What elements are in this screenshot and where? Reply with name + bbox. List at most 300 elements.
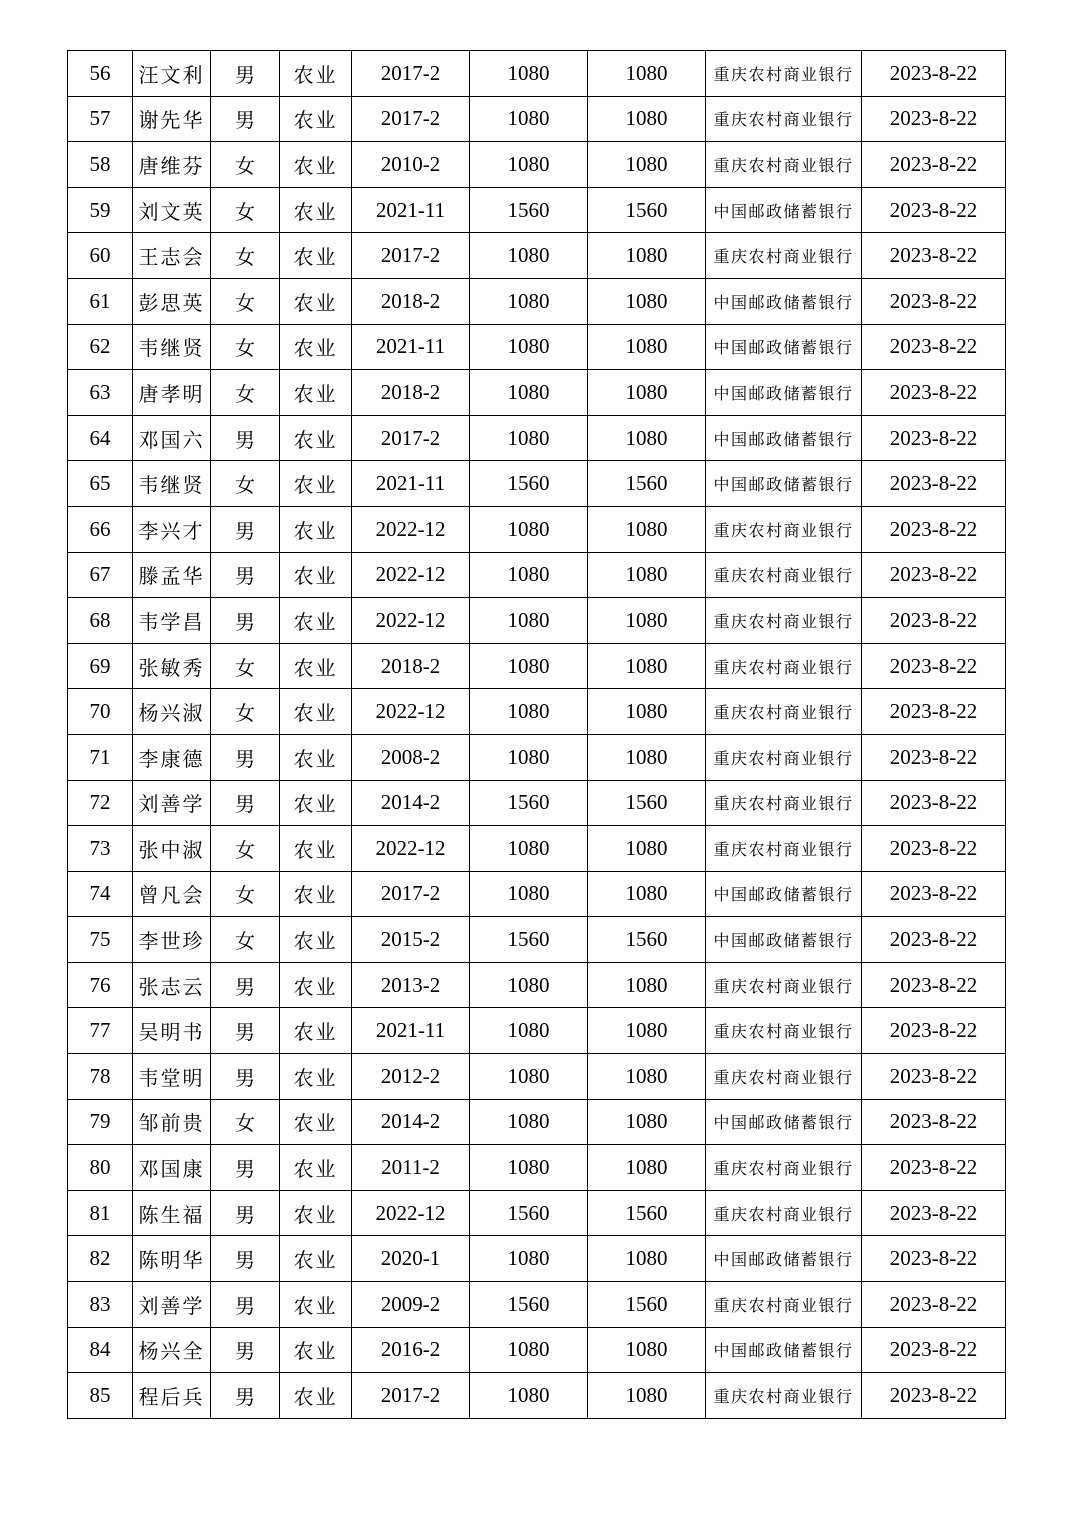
gender-cell: 男 <box>211 415 280 461</box>
row-number-cell: 84 <box>68 1327 133 1373</box>
table-row <box>68 1190 1006 1236</box>
start-date-cell: 2017-2 <box>352 233 470 279</box>
name-cell: 李世珍 <box>133 917 211 963</box>
gender-cell: 女 <box>211 871 280 917</box>
amount-cell: 1080 <box>470 552 588 598</box>
gender-cell: 男 <box>211 1008 280 1054</box>
row-number-cell: 80 <box>68 1145 133 1191</box>
start-date-cell: 2022-12 <box>352 1190 470 1236</box>
start-date-cell: 2021-11 <box>352 461 470 507</box>
bank-cell: 中国邮政储蓄银行 <box>706 1327 862 1373</box>
payment-date-cell: 2023-8-22 <box>862 278 1006 324</box>
name-cell: 刘善学 <box>133 1282 211 1328</box>
bank-cell: 重庆农村商业银行 <box>706 689 862 735</box>
payment-date-cell: 2023-8-22 <box>862 917 1006 963</box>
industry-cell: 农业 <box>280 142 352 188</box>
paid-amount-cell: 1080 <box>588 1236 706 1282</box>
table-row <box>68 1145 1006 1191</box>
paid-amount-cell: 1080 <box>588 51 706 97</box>
gender-cell: 男 <box>211 962 280 1008</box>
row-number-cell: 83 <box>68 1282 133 1328</box>
paid-amount-cell: 1560 <box>588 917 706 963</box>
paid-amount-cell: 1080 <box>588 826 706 872</box>
name-cell: 邓国六 <box>133 415 211 461</box>
payment-date-cell: 2023-8-22 <box>862 598 1006 644</box>
payment-date-cell: 2023-8-22 <box>862 780 1006 826</box>
bank-cell: 重庆农村商业银行 <box>706 233 862 279</box>
row-number-cell: 60 <box>68 233 133 279</box>
row-number-cell: 56 <box>68 51 133 97</box>
row-number-cell: 78 <box>68 1054 133 1100</box>
bank-cell: 重庆农村商业银行 <box>706 1008 862 1054</box>
gender-cell: 女 <box>211 142 280 188</box>
name-cell: 王志会 <box>133 233 211 279</box>
paid-amount-cell: 1080 <box>588 1373 706 1419</box>
amount-cell: 1080 <box>470 324 588 370</box>
row-number-cell: 57 <box>68 96 133 142</box>
table-row <box>68 871 1006 917</box>
payment-date-cell: 2023-8-22 <box>862 96 1006 142</box>
gender-cell: 男 <box>211 1236 280 1282</box>
amount-cell: 1080 <box>470 643 588 689</box>
table-row <box>68 1282 1006 1328</box>
start-date-cell: 2016-2 <box>352 1327 470 1373</box>
amount-cell: 1080 <box>470 278 588 324</box>
name-cell: 吴明书 <box>133 1008 211 1054</box>
payment-table <box>67 50 1006 1419</box>
amount-cell: 1560 <box>470 1282 588 1328</box>
gender-cell: 男 <box>211 1327 280 1373</box>
amount-cell: 1560 <box>470 917 588 963</box>
bank-cell: 重庆农村商业银行 <box>706 1282 862 1328</box>
gender-cell: 男 <box>211 96 280 142</box>
table-row <box>68 1327 1006 1373</box>
paid-amount-cell: 1560 <box>588 780 706 826</box>
table-row <box>68 1008 1006 1054</box>
gender-cell: 男 <box>211 1054 280 1100</box>
gender-cell: 女 <box>211 917 280 963</box>
paid-amount-cell: 1080 <box>588 415 706 461</box>
name-cell: 杨兴淑 <box>133 689 211 735</box>
name-cell: 韦继贤 <box>133 324 211 370</box>
industry-cell: 农业 <box>280 917 352 963</box>
gender-cell: 男 <box>211 598 280 644</box>
industry-cell: 农业 <box>280 1282 352 1328</box>
table-row <box>68 1099 1006 1145</box>
payment-date-cell: 2023-8-22 <box>862 142 1006 188</box>
start-date-cell: 2017-2 <box>352 871 470 917</box>
start-date-cell: 2018-2 <box>352 370 470 416</box>
paid-amount-cell: 1080 <box>588 324 706 370</box>
start-date-cell: 2022-12 <box>352 552 470 598</box>
start-date-cell: 2017-2 <box>352 1373 470 1419</box>
table-row <box>68 370 1006 416</box>
row-number-cell: 70 <box>68 689 133 735</box>
amount-cell: 1080 <box>470 1373 588 1419</box>
row-number-cell: 67 <box>68 552 133 598</box>
bank-cell: 重庆农村商业银行 <box>706 1373 862 1419</box>
payment-date-cell: 2023-8-22 <box>862 233 1006 279</box>
table-row <box>68 51 1006 97</box>
table-row <box>68 1373 1006 1419</box>
paid-amount-cell: 1080 <box>588 689 706 735</box>
bank-cell: 中国邮政储蓄银行 <box>706 278 862 324</box>
industry-cell: 农业 <box>280 370 352 416</box>
row-number-cell: 71 <box>68 734 133 780</box>
amount-cell: 1080 <box>470 142 588 188</box>
bank-cell: 中国邮政储蓄银行 <box>706 917 862 963</box>
table-row <box>68 1054 1006 1100</box>
table-row <box>68 461 1006 507</box>
paid-amount-cell: 1080 <box>588 962 706 1008</box>
row-number-cell: 81 <box>68 1190 133 1236</box>
industry-cell: 农业 <box>280 780 352 826</box>
name-cell: 张敏秀 <box>133 643 211 689</box>
row-number-cell: 61 <box>68 278 133 324</box>
payment-date-cell: 2023-8-22 <box>862 871 1006 917</box>
payment-date-cell: 2023-8-22 <box>862 1373 1006 1419</box>
bank-cell: 重庆农村商业银行 <box>706 1190 862 1236</box>
bank-cell: 重庆农村商业银行 <box>706 51 862 97</box>
start-date-cell: 2008-2 <box>352 734 470 780</box>
start-date-cell: 2022-12 <box>352 826 470 872</box>
paid-amount-cell: 1080 <box>588 1008 706 1054</box>
start-date-cell: 2021-11 <box>352 1008 470 1054</box>
paid-amount-cell: 1080 <box>588 370 706 416</box>
row-number-cell: 59 <box>68 187 133 233</box>
payment-date-cell: 2023-8-22 <box>862 1327 1006 1373</box>
name-cell: 程后兵 <box>133 1373 211 1419</box>
row-number-cell: 74 <box>68 871 133 917</box>
bank-cell: 中国邮政储蓄银行 <box>706 187 862 233</box>
start-date-cell: 2018-2 <box>352 278 470 324</box>
industry-cell: 农业 <box>280 643 352 689</box>
row-number-cell: 72 <box>68 780 133 826</box>
gender-cell: 男 <box>211 506 280 552</box>
amount-cell: 1080 <box>470 1145 588 1191</box>
paid-amount-cell: 1080 <box>588 734 706 780</box>
table-row <box>68 506 1006 552</box>
industry-cell: 农业 <box>280 461 352 507</box>
paid-amount-cell: 1080 <box>588 506 706 552</box>
amount-cell: 1080 <box>470 734 588 780</box>
row-number-cell: 66 <box>68 506 133 552</box>
table-row <box>68 598 1006 644</box>
name-cell: 杨兴全 <box>133 1327 211 1373</box>
name-cell: 刘文英 <box>133 187 211 233</box>
payment-date-cell: 2023-8-22 <box>862 1236 1006 1282</box>
industry-cell: 农业 <box>280 415 352 461</box>
bank-cell: 中国邮政储蓄银行 <box>706 1236 862 1282</box>
paid-amount-cell: 1560 <box>588 461 706 507</box>
start-date-cell: 2015-2 <box>352 917 470 963</box>
amount-cell: 1080 <box>470 1236 588 1282</box>
start-date-cell: 2013-2 <box>352 962 470 1008</box>
amount-cell: 1080 <box>470 1327 588 1373</box>
gender-cell: 女 <box>211 370 280 416</box>
payment-date-cell: 2023-8-22 <box>862 734 1006 780</box>
name-cell: 唐孝明 <box>133 370 211 416</box>
bank-cell: 重庆农村商业银行 <box>706 598 862 644</box>
amount-cell: 1080 <box>470 96 588 142</box>
row-number-cell: 58 <box>68 142 133 188</box>
gender-cell: 女 <box>211 461 280 507</box>
gender-cell: 男 <box>211 51 280 97</box>
industry-cell: 农业 <box>280 187 352 233</box>
start-date-cell: 2021-11 <box>352 324 470 370</box>
bank-cell: 中国邮政储蓄银行 <box>706 461 862 507</box>
name-cell: 韦堂明 <box>133 1054 211 1100</box>
paid-amount-cell: 1080 <box>588 1054 706 1100</box>
row-number-cell: 69 <box>68 643 133 689</box>
name-cell: 谢先华 <box>133 96 211 142</box>
amount-cell: 1560 <box>470 461 588 507</box>
gender-cell: 女 <box>211 233 280 279</box>
paid-amount-cell: 1080 <box>588 598 706 644</box>
industry-cell: 农业 <box>280 1236 352 1282</box>
start-date-cell: 2009-2 <box>352 1282 470 1328</box>
paid-amount-cell: 1560 <box>588 1190 706 1236</box>
name-cell: 李兴才 <box>133 506 211 552</box>
amount-cell: 1080 <box>470 1054 588 1100</box>
bank-cell: 中国邮政储蓄银行 <box>706 324 862 370</box>
row-number-cell: 75 <box>68 917 133 963</box>
bank-cell: 重庆农村商业银行 <box>706 962 862 1008</box>
start-date-cell: 2017-2 <box>352 51 470 97</box>
table-row <box>68 826 1006 872</box>
gender-cell: 女 <box>211 689 280 735</box>
name-cell: 唐维芬 <box>133 142 211 188</box>
bank-cell: 重庆农村商业银行 <box>706 826 862 872</box>
industry-cell: 农业 <box>280 1327 352 1373</box>
industry-cell: 农业 <box>280 233 352 279</box>
row-number-cell: 64 <box>68 415 133 461</box>
industry-cell: 农业 <box>280 1190 352 1236</box>
bank-cell: 重庆农村商业银行 <box>706 780 862 826</box>
bank-cell: 重庆农村商业银行 <box>706 142 862 188</box>
gender-cell: 男 <box>211 1373 280 1419</box>
name-cell: 张志云 <box>133 962 211 1008</box>
payment-date-cell: 2023-8-22 <box>862 51 1006 97</box>
industry-cell: 农业 <box>280 962 352 1008</box>
industry-cell: 农业 <box>280 826 352 872</box>
name-cell: 陈明华 <box>133 1236 211 1282</box>
start-date-cell: 2012-2 <box>352 1054 470 1100</box>
gender-cell: 男 <box>211 1282 280 1328</box>
bank-cell: 中国邮政储蓄银行 <box>706 415 862 461</box>
amount-cell: 1080 <box>470 506 588 552</box>
row-number-cell: 76 <box>68 962 133 1008</box>
start-date-cell: 2017-2 <box>352 96 470 142</box>
gender-cell: 男 <box>211 1190 280 1236</box>
paid-amount-cell: 1080 <box>588 96 706 142</box>
start-date-cell: 2021-11 <box>352 187 470 233</box>
payment-date-cell: 2023-8-22 <box>862 643 1006 689</box>
row-number-cell: 73 <box>68 826 133 872</box>
table-row <box>68 324 1006 370</box>
table-body <box>68 51 1006 1419</box>
amount-cell: 1080 <box>470 51 588 97</box>
name-cell: 陈生福 <box>133 1190 211 1236</box>
amount-cell: 1080 <box>470 1099 588 1145</box>
name-cell: 李康德 <box>133 734 211 780</box>
row-number-cell: 79 <box>68 1099 133 1145</box>
name-cell: 邓国康 <box>133 1145 211 1191</box>
paid-amount-cell: 1080 <box>588 142 706 188</box>
amount-cell: 1560 <box>470 780 588 826</box>
payment-date-cell: 2023-8-22 <box>862 1008 1006 1054</box>
row-number-cell: 68 <box>68 598 133 644</box>
table-row <box>68 187 1006 233</box>
payment-date-cell: 2023-8-22 <box>862 962 1006 1008</box>
gender-cell: 女 <box>211 324 280 370</box>
amount-cell: 1080 <box>470 1008 588 1054</box>
amount-cell: 1080 <box>470 826 588 872</box>
amount-cell: 1560 <box>470 1190 588 1236</box>
industry-cell: 农业 <box>280 51 352 97</box>
industry-cell: 农业 <box>280 1373 352 1419</box>
start-date-cell: 2017-2 <box>352 415 470 461</box>
row-number-cell: 85 <box>68 1373 133 1419</box>
payment-date-cell: 2023-8-22 <box>862 1099 1006 1145</box>
start-date-cell: 2011-2 <box>352 1145 470 1191</box>
payment-date-cell: 2023-8-22 <box>862 826 1006 872</box>
paid-amount-cell: 1080 <box>588 871 706 917</box>
payment-date-cell: 2023-8-22 <box>862 1145 1006 1191</box>
industry-cell: 农业 <box>280 598 352 644</box>
amount-cell: 1080 <box>470 415 588 461</box>
paid-amount-cell: 1080 <box>588 1145 706 1191</box>
table-row <box>68 1236 1006 1282</box>
gender-cell: 女 <box>211 826 280 872</box>
payment-date-cell: 2023-8-22 <box>862 324 1006 370</box>
bank-cell: 中国邮政储蓄银行 <box>706 871 862 917</box>
name-cell: 曾凡会 <box>133 871 211 917</box>
industry-cell: 农业 <box>280 689 352 735</box>
start-date-cell: 2022-12 <box>352 506 470 552</box>
table-row <box>68 689 1006 735</box>
paid-amount-cell: 1080 <box>588 643 706 689</box>
payment-date-cell: 2023-8-22 <box>862 506 1006 552</box>
start-date-cell: 2018-2 <box>352 643 470 689</box>
start-date-cell: 2014-2 <box>352 780 470 826</box>
industry-cell: 农业 <box>280 278 352 324</box>
table-row <box>68 415 1006 461</box>
table-row <box>68 96 1006 142</box>
paid-amount-cell: 1080 <box>588 552 706 598</box>
start-date-cell: 2010-2 <box>352 142 470 188</box>
payment-date-cell: 2023-8-22 <box>862 415 1006 461</box>
industry-cell: 农业 <box>280 734 352 780</box>
industry-cell: 农业 <box>280 506 352 552</box>
table-row <box>68 917 1006 963</box>
gender-cell: 男 <box>211 780 280 826</box>
gender-cell: 女 <box>211 1099 280 1145</box>
table-row <box>68 278 1006 324</box>
row-number-cell: 65 <box>68 461 133 507</box>
start-date-cell: 2022-12 <box>352 598 470 644</box>
start-date-cell: 2022-12 <box>352 689 470 735</box>
gender-cell: 男 <box>211 734 280 780</box>
payment-date-cell: 2023-8-22 <box>862 461 1006 507</box>
gender-cell: 女 <box>211 643 280 689</box>
payment-date-cell: 2023-8-22 <box>862 1190 1006 1236</box>
document-table-container <box>67 50 1006 1419</box>
gender-cell: 男 <box>211 1145 280 1191</box>
industry-cell: 农业 <box>280 1145 352 1191</box>
name-cell: 张中淑 <box>133 826 211 872</box>
name-cell: 彭思英 <box>133 278 211 324</box>
industry-cell: 农业 <box>280 871 352 917</box>
payment-date-cell: 2023-8-22 <box>862 187 1006 233</box>
table-row <box>68 962 1006 1008</box>
paid-amount-cell: 1080 <box>588 1327 706 1373</box>
name-cell: 邹前贵 <box>133 1099 211 1145</box>
industry-cell: 农业 <box>280 1054 352 1100</box>
table-row <box>68 780 1006 826</box>
row-number-cell: 77 <box>68 1008 133 1054</box>
amount-cell: 1080 <box>470 598 588 644</box>
payment-date-cell: 2023-8-22 <box>862 552 1006 598</box>
bank-cell: 中国邮政储蓄银行 <box>706 1099 862 1145</box>
paid-amount-cell: 1080 <box>588 1099 706 1145</box>
gender-cell: 女 <box>211 187 280 233</box>
table-row <box>68 142 1006 188</box>
name-cell: 汪文利 <box>133 51 211 97</box>
industry-cell: 农业 <box>280 324 352 370</box>
amount-cell: 1080 <box>470 689 588 735</box>
industry-cell: 农业 <box>280 1099 352 1145</box>
row-number-cell: 63 <box>68 370 133 416</box>
industry-cell: 农业 <box>280 552 352 598</box>
payment-date-cell: 2023-8-22 <box>862 1054 1006 1100</box>
name-cell: 滕孟华 <box>133 552 211 598</box>
row-number-cell: 62 <box>68 324 133 370</box>
amount-cell: 1560 <box>470 187 588 233</box>
amount-cell: 1080 <box>470 370 588 416</box>
payment-date-cell: 2023-8-22 <box>862 689 1006 735</box>
name-cell: 韦继贤 <box>133 461 211 507</box>
gender-cell: 男 <box>211 552 280 598</box>
bank-cell: 重庆农村商业银行 <box>706 643 862 689</box>
amount-cell: 1080 <box>470 233 588 279</box>
payment-date-cell: 2023-8-22 <box>862 370 1006 416</box>
bank-cell: 中国邮政储蓄银行 <box>706 370 862 416</box>
table-row <box>68 643 1006 689</box>
bank-cell: 重庆农村商业银行 <box>706 96 862 142</box>
start-date-cell: 2014-2 <box>352 1099 470 1145</box>
table-row <box>68 233 1006 279</box>
name-cell: 刘善学 <box>133 780 211 826</box>
bank-cell: 重庆农村商业银行 <box>706 506 862 552</box>
paid-amount-cell: 1080 <box>588 233 706 279</box>
bank-cell: 重庆农村商业银行 <box>706 1145 862 1191</box>
paid-amount-cell: 1560 <box>588 1282 706 1328</box>
gender-cell: 女 <box>211 278 280 324</box>
industry-cell: 农业 <box>280 96 352 142</box>
bank-cell: 重庆农村商业银行 <box>706 1054 862 1100</box>
amount-cell: 1080 <box>470 871 588 917</box>
table-row <box>68 734 1006 780</box>
industry-cell: 农业 <box>280 1008 352 1054</box>
amount-cell: 1080 <box>470 962 588 1008</box>
bank-cell: 重庆农村商业银行 <box>706 734 862 780</box>
start-date-cell: 2020-1 <box>352 1236 470 1282</box>
paid-amount-cell: 1560 <box>588 187 706 233</box>
paid-amount-cell: 1080 <box>588 278 706 324</box>
bank-cell: 重庆农村商业银行 <box>706 552 862 598</box>
payment-date-cell: 2023-8-22 <box>862 1282 1006 1328</box>
